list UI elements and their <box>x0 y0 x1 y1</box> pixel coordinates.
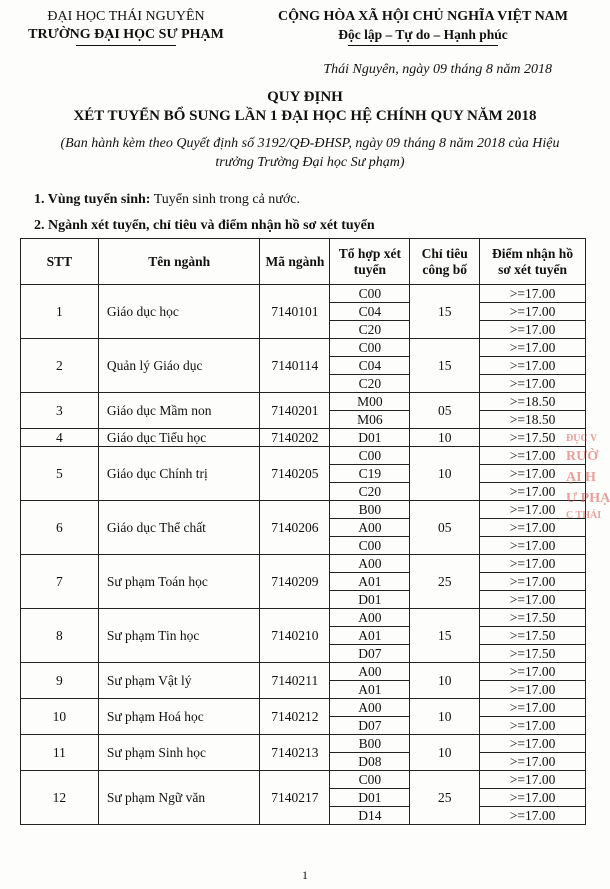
table-row <box>21 393 586 411</box>
table-row <box>21 735 586 753</box>
cell-major-name: Sư phạm Sinh học <box>98 735 260 771</box>
cell-combo: D01 <box>330 429 410 447</box>
cell-quota: 15 <box>410 339 480 393</box>
cell-major-code: 7140202 <box>260 429 330 447</box>
table-row <box>21 501 586 519</box>
cell-combo: A00 <box>330 663 410 681</box>
cell-combo: D08 <box>330 753 410 771</box>
cell-stt: 8 <box>21 609 99 663</box>
cell-combo: C20 <box>330 321 410 339</box>
cell-combo: B00 <box>330 501 410 519</box>
cell-min-score: >=17.00 <box>480 321 586 339</box>
doc-subject: XÉT TUYỂN BỔ SUNG LẦN 1 ĐẠI HỌC HỆ CHÍNH QUY NĂM 2018 <box>73 108 537 124</box>
col-header-quota: Chỉ tiêu công bố <box>410 239 480 285</box>
cell-stt: 1 <box>21 285 99 339</box>
cell-min-score: >=17.00 <box>480 519 586 537</box>
cell-major-name: Sư phạm Ngữ văn <box>98 771 260 825</box>
stamp-fragment: ĐỤC V <box>566 433 598 444</box>
cell-major-code: 7140206 <box>260 501 330 555</box>
cell-combo: C19 <box>330 465 410 483</box>
org-line-1: ĐẠI HỌC THÁI NGUYÊN <box>47 9 205 24</box>
cell-min-score: >=17.00 <box>480 501 586 519</box>
cell-stt: 12 <box>21 771 99 825</box>
cell-major-code: 7140212 <box>260 699 330 735</box>
cell-min-score: >=17.00 <box>480 681 586 699</box>
doc-title: QUY ĐỊNH <box>267 89 343 105</box>
cell-combo: M00 <box>330 393 410 411</box>
org-line-2: TRƯỜNG ĐẠI HỌC SƯ PHẠM <box>28 27 224 42</box>
cell-combo: D14 <box>330 807 410 825</box>
cell-min-score: >=17.50 <box>480 645 586 663</box>
cell-stt: 7 <box>21 555 99 609</box>
table-row <box>21 771 586 789</box>
cell-stt: 4 <box>21 429 99 447</box>
national-motto <box>238 8 608 46</box>
cell-major-code: 7140205 <box>260 447 330 501</box>
cell-min-score: >=17.00 <box>480 285 586 303</box>
cell-stt: 5 <box>21 447 99 501</box>
org-underline <box>76 45 176 46</box>
cell-quota: 10 <box>410 663 480 699</box>
col-header-stt: STT <box>21 239 99 285</box>
stamp-fragment: Ư PHẠ <box>566 491 610 506</box>
stamp-fragment: RƯỜ <box>566 449 599 464</box>
cell-min-score: >=17.00 <box>480 753 586 771</box>
section-1 <box>34 192 300 208</box>
cell-min-score: >=18.50 <box>480 411 586 429</box>
cell-combo: D01 <box>330 591 410 609</box>
col-header-score: Điểm nhận hồ sơ xét tuyển <box>480 239 586 285</box>
cell-major-name: Giáo dục học <box>98 285 260 339</box>
cell-combo: A00 <box>330 609 410 627</box>
cell-min-score: >=17.00 <box>480 447 586 465</box>
issuing-organization <box>16 8 236 46</box>
cell-combo: D07 <box>330 645 410 663</box>
cell-major-code: 7140210 <box>260 609 330 663</box>
col-header-name: Tên ngành <box>98 239 260 285</box>
cell-major-code: 7140209 <box>260 555 330 609</box>
cell-combo: C00 <box>330 447 410 465</box>
cell-combo: B00 <box>330 735 410 753</box>
table-row <box>21 339 586 357</box>
cell-combo: A01 <box>330 627 410 645</box>
cell-major-name: Giáo dục Chính trị <box>98 447 260 501</box>
cell-quota: 10 <box>410 447 480 501</box>
cell-major-code: 7140211 <box>260 663 330 699</box>
section-1-label: 1. Vùng tuyển sinh: <box>34 192 151 207</box>
cell-min-score: >=17.00 <box>480 735 586 753</box>
cell-quota: 15 <box>410 609 480 663</box>
cell-stt: 3 <box>21 393 99 429</box>
cell-combo: A00 <box>330 519 410 537</box>
cell-min-score: >=17.50 <box>480 429 586 447</box>
cell-major-name: Sư phạm Tin học <box>98 609 260 663</box>
admission-table <box>20 238 586 825</box>
doc-subtitle: (Ban hành kèm theo Quyết định số 3192/QĐ-ĐHSP, ngày 09 tháng 8 năm 2018 của Hiệu trưởng Trường Đại học Sư phạm) <box>60 136 560 170</box>
cell-quota: 10 <box>410 735 480 771</box>
cell-combo: C04 <box>330 357 410 375</box>
cell-min-score: >=17.00 <box>480 303 586 321</box>
section-2-heading: 2. Ngành xét tuyển, chỉ tiêu và điểm nhận hồ sơ xét tuyển <box>34 218 375 233</box>
cell-major-name: Giáo dục Thể chất <box>98 501 260 555</box>
table-row <box>21 663 586 681</box>
stamp-fragment: C THÁI <box>566 510 602 521</box>
table-row <box>21 555 586 573</box>
cell-combo: D07 <box>330 717 410 735</box>
table-header-row <box>21 239 586 285</box>
cell-min-score: >=18.50 <box>480 393 586 411</box>
cell-combo: C00 <box>330 339 410 357</box>
cell-combo: A00 <box>330 555 410 573</box>
cell-major-code: 7140201 <box>260 393 330 429</box>
cell-quota: 15 <box>410 285 480 339</box>
cell-min-score: >=17.00 <box>480 465 586 483</box>
section-1-text: Tuyển sinh trong cả nước. <box>153 192 300 207</box>
cell-combo: M06 <box>330 411 410 429</box>
cell-major-code: 7140217 <box>260 771 330 825</box>
cell-min-score: >=17.00 <box>480 537 586 555</box>
cell-major-name: Giáo dục Mầm non <box>98 393 260 429</box>
cell-min-score: >=17.00 <box>480 573 586 591</box>
cell-stt: 6 <box>21 501 99 555</box>
motto-underline <box>348 45 498 46</box>
cell-stt: 9 <box>21 663 99 699</box>
cell-min-score: >=17.50 <box>480 627 586 645</box>
cell-min-score: >=17.00 <box>480 717 586 735</box>
cell-min-score: >=17.00 <box>480 807 586 825</box>
cell-quota: 25 <box>410 771 480 825</box>
cell-min-score: >=17.00 <box>480 699 586 717</box>
cell-combo: A00 <box>330 699 410 717</box>
cell-min-score: >=17.00 <box>480 357 586 375</box>
cell-min-score: >=17.00 <box>480 483 586 501</box>
cell-combo: C00 <box>330 537 410 555</box>
cell-stt: 2 <box>21 339 99 393</box>
cell-min-score: >=17.00 <box>480 771 586 789</box>
col-header-combo: Tổ hợp xét tuyển <box>330 239 410 285</box>
cell-quota: 25 <box>410 555 480 609</box>
cell-combo: C04 <box>330 303 410 321</box>
cell-min-score: >=17.00 <box>480 375 586 393</box>
cell-quota: 05 <box>410 393 480 429</box>
cell-major-code: 7140114 <box>260 339 330 393</box>
cell-combo: C20 <box>330 483 410 501</box>
cell-combo: D01 <box>330 789 410 807</box>
cell-stt: 11 <box>21 735 99 771</box>
stamp-fragment: ẠI H <box>566 470 596 485</box>
table-row <box>21 699 586 717</box>
nation-line-2: Độc lập – Tự do – Hạnh phúc <box>338 27 508 42</box>
cell-major-name: Sư phạm Vật lý <box>98 663 260 699</box>
col-header-code: Mã ngành <box>260 239 330 285</box>
dateline: Thái Nguyên, ngày 09 tháng 8 năm 2018 <box>323 62 552 77</box>
nation-line-1: CỘNG HÒA XÃ HỘI CHỦ NGHĨA VIỆT NAM <box>277 9 568 24</box>
cell-min-score: >=17.00 <box>480 555 586 573</box>
cell-combo: A01 <box>330 573 410 591</box>
cell-stt: 10 <box>21 699 99 735</box>
cell-combo: C20 <box>330 375 410 393</box>
table-row <box>21 429 586 447</box>
cell-major-name: Giáo dục Tiểu học <box>98 429 260 447</box>
cell-min-score: >=17.00 <box>480 339 586 357</box>
table-row <box>21 285 586 303</box>
table-row <box>21 609 586 627</box>
cell-min-score: >=17.00 <box>480 789 586 807</box>
cell-quota: 05 <box>410 501 480 555</box>
cell-quota: 10 <box>410 429 480 447</box>
cell-major-code: 7140101 <box>260 285 330 339</box>
red-seal-stamp <box>566 432 610 523</box>
page-number: 1 <box>302 868 308 882</box>
cell-combo: C00 <box>330 771 410 789</box>
cell-major-name: Sư phạm Toán học <box>98 555 260 609</box>
table-row <box>21 447 586 465</box>
cell-min-score: >=17.50 <box>480 609 586 627</box>
cell-combo: C00 <box>330 285 410 303</box>
cell-min-score: >=17.00 <box>480 591 586 609</box>
cell-major-name: Quản lý Giáo dục <box>98 339 260 393</box>
cell-quota: 10 <box>410 699 480 735</box>
cell-min-score: >=17.00 <box>480 663 586 681</box>
cell-major-name: Sư phạm Hoá học <box>98 699 260 735</box>
cell-combo: A01 <box>330 681 410 699</box>
cell-major-code: 7140213 <box>260 735 330 771</box>
